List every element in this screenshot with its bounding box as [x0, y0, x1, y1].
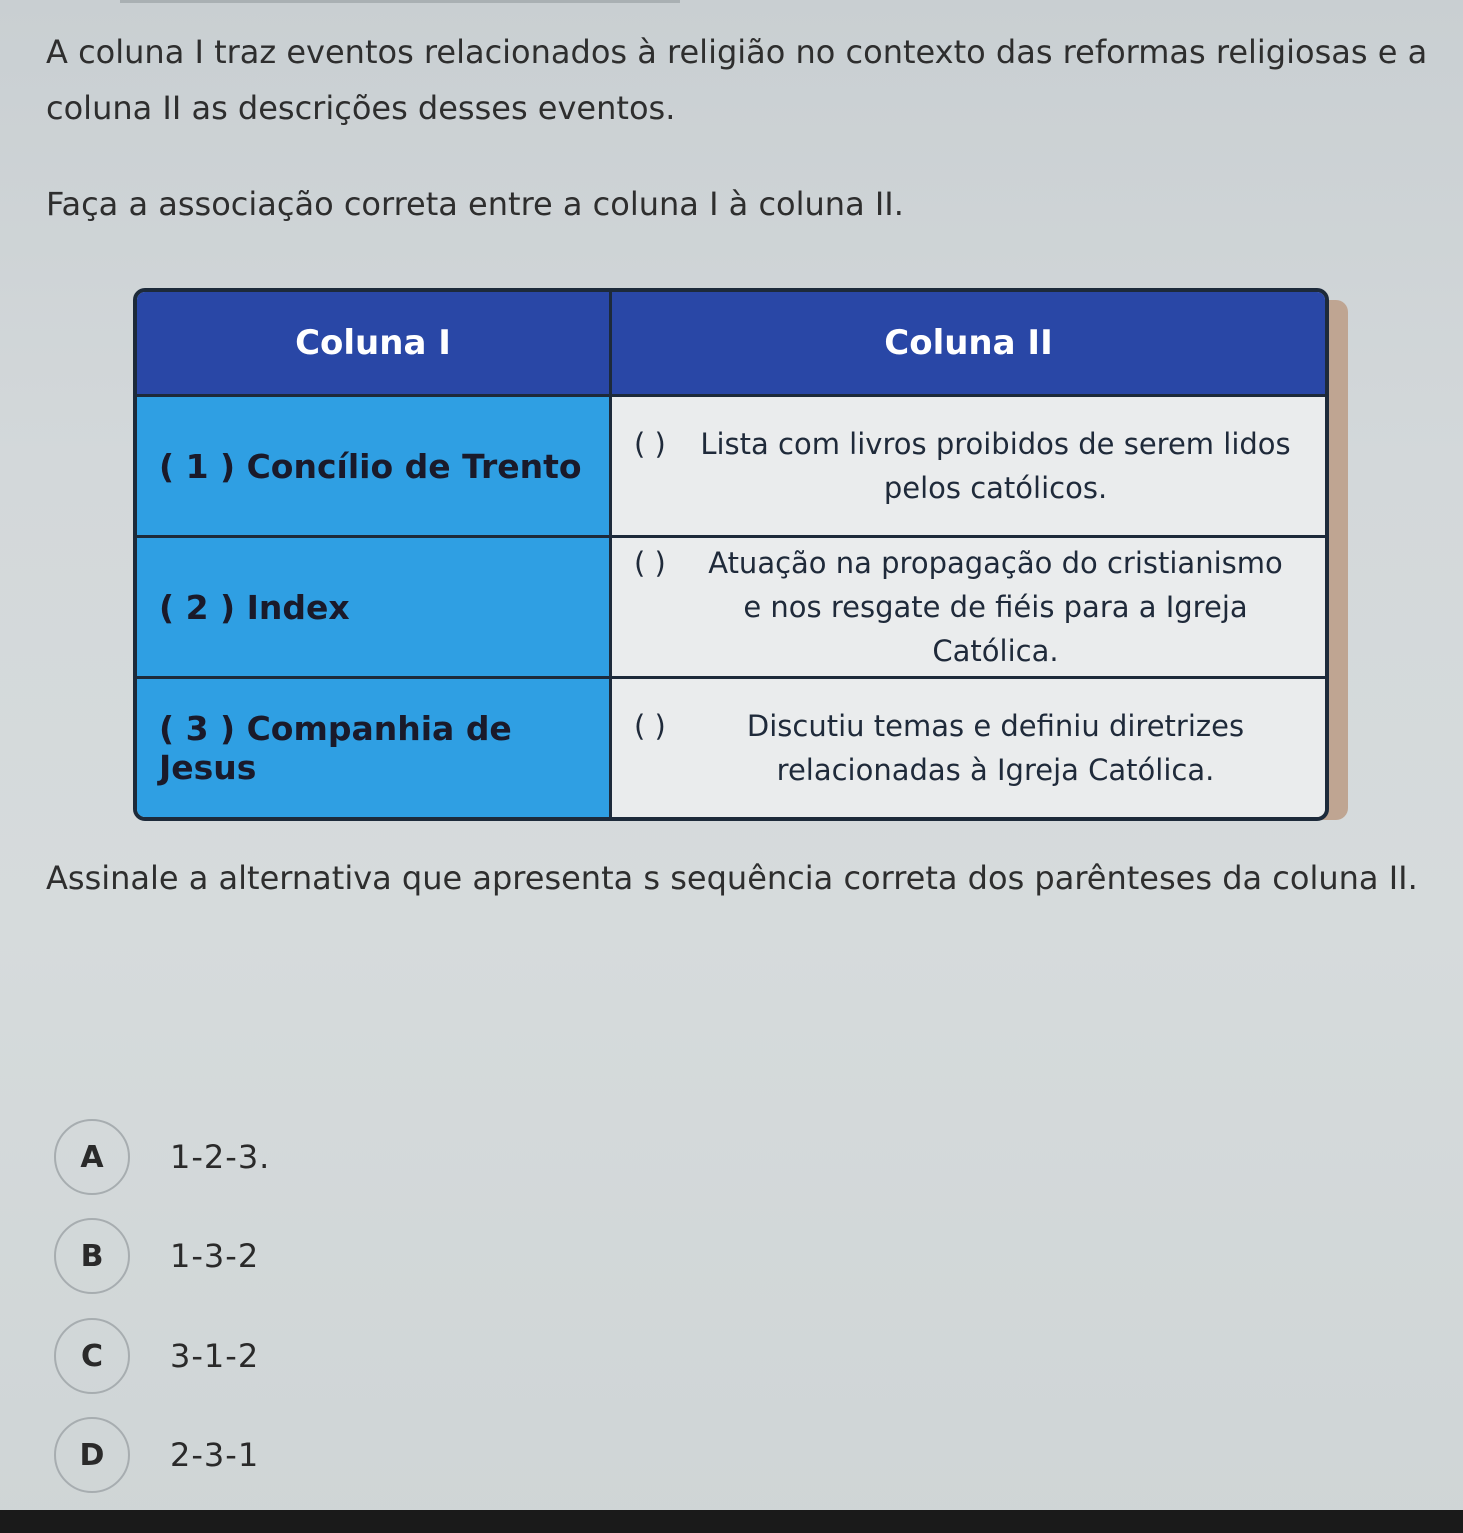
option-a-letter[interactable]: A: [54, 1119, 130, 1195]
option-a[interactable]: [54, 1115, 554, 1199]
option-b[interactable]: [54, 1214, 554, 1298]
option-c-letter[interactable]: C: [54, 1318, 130, 1394]
column-1-item: ( 3 ) Companhia de Jesus: [137, 676, 612, 817]
screen-bottom-bezel: [0, 1510, 1463, 1533]
column-2-item: [612, 394, 1325, 535]
column-1-item: ( 1 ) Concílio de Trento: [137, 394, 612, 535]
answer-parentheses: ( ): [634, 709, 666, 743]
option-c[interactable]: [54, 1314, 554, 1398]
column-1-item: ( 2 ) Index: [137, 535, 612, 676]
answer-parentheses: ( ): [634, 427, 666, 461]
instruction-text: Faça a associação correta entre a coluna I à coluna II.: [46, 185, 904, 223]
column-2-header: Coluna II: [612, 292, 1325, 394]
answer-parentheses: ( ): [634, 546, 666, 580]
table-row: [137, 535, 1325, 676]
top-divider: [120, 0, 680, 3]
column-2-description: Atuação na propagação do cristianismo e nos resgate de fiéis para a Igreja Católica.: [708, 546, 1283, 668]
table-row: [137, 676, 1325, 817]
column-1-header: Coluna I: [137, 292, 612, 394]
option-d-text: 2-3-1: [170, 1436, 260, 1474]
option-d[interactable]: [54, 1413, 554, 1497]
option-c-text: 3-1-2: [170, 1337, 260, 1375]
column-2-description: Discutiu temas e definiu diretrizes relacionadas à Igreja Católica.: [746, 709, 1245, 787]
option-d-letter[interactable]: D: [54, 1417, 130, 1493]
column-2-item: [612, 535, 1325, 676]
table-row: [137, 394, 1325, 535]
association-table-container: [133, 288, 1329, 806]
column-2-item: [612, 676, 1325, 817]
question-text: Assinale a alternativa que apresenta s sequência correta dos parênteses da coluna II.: [46, 859, 1418, 897]
option-b-letter[interactable]: B: [54, 1218, 130, 1294]
column-2-description: Lista com livros proibidos de serem lidos pelos católicos.: [700, 427, 1291, 505]
option-b-text: 1-3-2: [170, 1237, 260, 1275]
table-header-row: [137, 292, 1325, 394]
option-a-text: 1-2-3.: [170, 1138, 271, 1176]
intro-text: A coluna I traz eventos relacionados à religião no contexto das reformas religiosas e a coluna II as descrições desses eventos.: [46, 33, 1428, 127]
association-table: [133, 288, 1329, 821]
